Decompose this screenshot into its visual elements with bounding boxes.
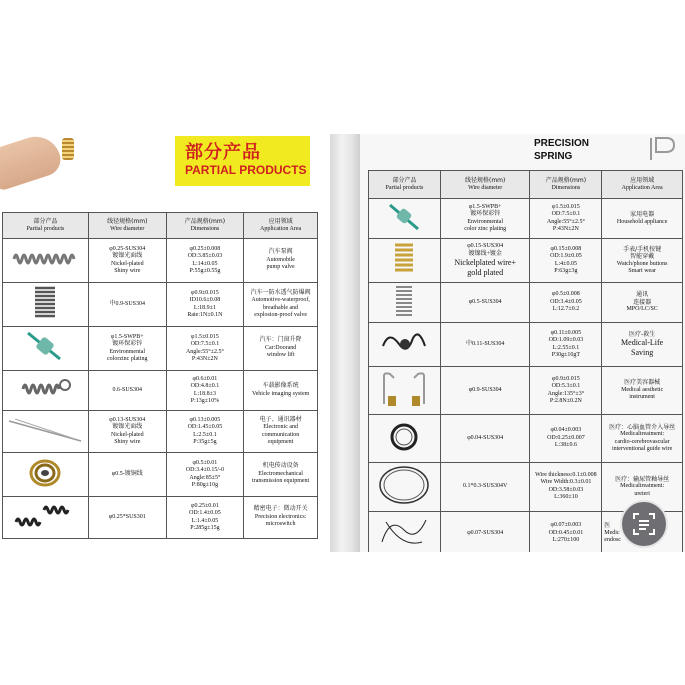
dimensions-cell <box>166 239 244 283</box>
cell-text-line: ID10.6±0.08 <box>189 297 221 303</box>
cell-text-line: φ0.04±0.003 <box>550 427 582 434</box>
cell-text-line: Nickel-plated <box>110 431 144 438</box>
cell-text-line: L:12.7±0.2 <box>552 306 580 313</box>
cell-text-line: 应用领域 <box>630 177 655 184</box>
cell-text-line: Smart wear <box>628 268 656 274</box>
cell-text-line: transmission equipment <box>252 478 310 485</box>
cell-text-line: φ0.04-SUS304 <box>467 434 504 441</box>
cell-text-line: ureteri <box>634 490 650 497</box>
table-row <box>369 367 683 415</box>
cell-text-line: OD:3.4±0.15/-0 <box>185 467 225 473</box>
cell-text-line: P:285g±15g <box>190 525 220 531</box>
product-image <box>369 463 441 512</box>
product-image <box>369 511 441 552</box>
cell-text-line: φ1.5±0.015 <box>552 203 580 210</box>
cell-text-line: φ0.6±0.01 <box>192 375 218 382</box>
cell-text-line: 镀镍光面线 <box>112 424 143 430</box>
cell-text-line: Medic <box>604 529 620 536</box>
dimensions-cell <box>530 239 602 283</box>
header-dimensions <box>166 213 244 239</box>
cell-text-line: Automobile <box>266 256 295 263</box>
product-image <box>3 283 89 327</box>
product-image <box>3 327 89 371</box>
wire-spec-cell <box>440 463 530 512</box>
cell-text-line: φ0.11±0.005 <box>550 329 582 336</box>
cell-text-line: φ1.5-SWPB+ <box>468 203 502 210</box>
cell-text-line: φ1.5-SWPB+ <box>110 333 144 340</box>
cell-text-line: φ0.9±0.015 <box>552 375 580 382</box>
torsion-spring-green-icon <box>20 329 70 365</box>
cell-text-line: Partial products <box>385 184 424 191</box>
cell-text-line: 镀环保彩锌 <box>112 341 143 347</box>
cell-text-line: φ0.5±0.008 <box>552 291 580 298</box>
table-row <box>369 415 683 463</box>
product-image <box>369 283 441 323</box>
dimensions-cell <box>166 411 244 453</box>
cell-text-line: P:43N±2N <box>191 356 218 362</box>
product-image <box>3 239 89 283</box>
cell-text-line: endosc <box>604 537 621 543</box>
cell-text-line: OD:1.4±0.05 <box>189 510 221 516</box>
header-dimensions <box>530 171 602 199</box>
cell-text-line: 家用电器 <box>630 211 655 218</box>
cell-text-line: MPO/LC/SC <box>626 306 658 313</box>
cell-text-line: Electronic and <box>263 424 299 430</box>
straight-wire-icon <box>5 415 85 445</box>
banner-title-en: PARTIAL PRODUCTS <box>185 163 307 177</box>
application-cell <box>602 199 683 239</box>
cell-text-line: 汽车泵阀 <box>268 249 293 256</box>
table-row <box>3 371 318 411</box>
thin-coil-icon <box>384 417 424 457</box>
cell-text-line: Shiny wire <box>114 268 141 274</box>
wire-spec-cell <box>440 367 530 415</box>
cell-text-line: L:2.5±0.1 <box>193 431 217 438</box>
cell-text-line: φ0.13-SUS304 <box>109 416 146 423</box>
cell-text-line: 汽车一防水透气防爆阀 <box>250 289 311 296</box>
product-image <box>369 415 441 463</box>
compression-spring-icon <box>30 285 60 321</box>
double-torsion-spring-icon <box>376 368 432 410</box>
dimensions-cell <box>166 371 244 411</box>
precision-title: PRECISION <box>534 138 590 149</box>
cell-text-line: OD:3.4±0.05 <box>550 298 582 305</box>
cell-text-line: Angle:55°±2.5° <box>185 348 224 355</box>
cell-text-line: OD:1.45±0.05 <box>187 424 223 430</box>
brand-logo-icon <box>648 136 678 162</box>
cell-text-line: 线径规格(mm) <box>465 177 506 184</box>
cell-text-line: L:270±100 <box>552 537 580 543</box>
product-image <box>3 411 89 453</box>
cell-text-line: L:360±10 <box>554 494 578 501</box>
cell-text-line: L:18.8±3 <box>193 390 216 397</box>
application-cell <box>602 415 683 463</box>
table-row <box>369 239 683 283</box>
cell-text-line: P:63g±3g <box>554 268 578 274</box>
header-application <box>602 171 683 199</box>
table-header <box>3 213 318 239</box>
header-products <box>369 171 441 199</box>
wire-spec-cell <box>88 371 166 411</box>
cell-text-line: Rate:1N±0.1N <box>187 312 223 318</box>
right-product-table <box>368 170 683 552</box>
wire-spec-cell <box>440 239 530 283</box>
cell-text-line: colorzinc plating <box>107 356 148 362</box>
cell-text-line: Shiny wire <box>114 439 141 445</box>
cell-text-line: P:35g±5g <box>193 439 217 445</box>
header-application <box>244 213 318 239</box>
cell-text-line: equipment <box>267 439 294 445</box>
table-header <box>369 171 683 199</box>
dimensions-cell <box>530 323 602 367</box>
wire-spec-cell <box>440 199 530 239</box>
cell-text-line: window lift <box>266 352 295 359</box>
hand-photo <box>0 134 65 192</box>
dimensions-cell <box>166 327 244 371</box>
cell-text-line: φ0.13±0.005 <box>189 416 221 423</box>
cell-text-line: Environmental <box>467 218 504 225</box>
dimensions-cell <box>166 497 244 539</box>
cell-text-line: L:38±0.6 <box>554 442 577 449</box>
wire-spec-cell <box>88 411 166 453</box>
cell-text-line: Saving <box>631 348 654 358</box>
product-image <box>3 371 89 411</box>
cell-text-line: explosion-proof valve <box>254 312 308 318</box>
cell-text-line: φ0.9±0.015 <box>191 289 219 296</box>
dimensions-cell <box>530 199 602 239</box>
product-image <box>3 453 89 497</box>
cell-text-line: OD:1.9±0.05 <box>550 253 582 259</box>
application-cell <box>244 497 318 539</box>
cell-text-line: 汽车：门窗升降 <box>259 337 302 344</box>
gold-spring-icon <box>389 241 419 277</box>
application-cell <box>602 367 683 415</box>
cell-text-line: 中0.11-SUS304 <box>466 340 505 347</box>
cell-text-line: P:43N±2N <box>552 226 579 232</box>
cell-text-line: Angle:85±5° <box>189 474 221 481</box>
cell-text-line: Car:Doorand <box>264 344 297 351</box>
application-cell <box>244 283 318 327</box>
cell-text-line: Application Area <box>621 184 663 191</box>
dimensions-cell <box>166 283 244 327</box>
cell-text-line: 产品规格(mm) <box>545 177 587 184</box>
product-image <box>369 323 441 367</box>
header-wire <box>88 213 166 239</box>
cell-text-line: 医疗-救生 <box>629 330 656 338</box>
cell-text-line: φ0.07±0.003 <box>550 522 582 528</box>
cell-text-line: 镀镍光面线 <box>112 253 143 259</box>
table-row <box>3 327 318 371</box>
cell-text-line: Environmental <box>109 348 146 355</box>
cell-text-line: Medicaltreatment: <box>620 483 665 489</box>
cell-text-line: instrument <box>629 394 655 401</box>
cell-text-line: φ0.25-SUS304 <box>109 245 146 252</box>
cell-text-line: 连接器 <box>633 298 652 306</box>
cell-text-line: OD:5.3±0.1 <box>551 383 581 389</box>
cell-text-line: P:13g±10% <box>190 398 220 404</box>
dimensions-cell <box>530 463 602 512</box>
cell-text-line: pump valve <box>266 264 295 271</box>
cell-text-line: 部分产品 <box>392 177 417 184</box>
cell-text-line: 应用领域 <box>268 218 293 225</box>
table-row <box>3 497 318 539</box>
table-row <box>369 323 683 367</box>
spring-title: SPRING <box>534 151 573 162</box>
dimensions-cell <box>530 367 602 415</box>
application-cell <box>244 453 318 497</box>
cell-text-line: φ0.15-SUS304 <box>467 243 504 249</box>
cell-text-line: gold plated <box>467 268 504 277</box>
table-row <box>3 283 318 327</box>
cell-text-line: Medical-Life <box>621 338 664 348</box>
wire-spec-cell <box>88 239 166 283</box>
cell-text-line: φ0.25±0.01 <box>191 502 219 509</box>
cell-text-line: 车载影像系统 <box>262 383 299 389</box>
cell-text-line: 医疗美容器械 <box>624 379 661 387</box>
cell-text-line: OD:0.45±0.01 <box>548 529 584 536</box>
wire-loop-icon <box>374 463 434 507</box>
cell-text-line: Medical aesthetic <box>621 386 664 393</box>
cell-text-line: L:4±0.05 <box>554 260 577 267</box>
cell-text-line: 精密电子：微动开关 <box>253 506 308 513</box>
application-cell <box>244 411 318 453</box>
cell-text-line: L:18.9±1 <box>193 304 216 311</box>
cell-text-line: 镀环保彩锌 <box>470 211 501 217</box>
cell-text-line: Vehicle imaging system <box>251 390 310 397</box>
cell-text-line: 通讯 <box>636 291 649 299</box>
cell-text-line: Electromechanical <box>258 470 303 477</box>
extension-spring-silver-icon <box>10 249 80 269</box>
cell-text-line: OD:1.09±0.03 <box>548 337 584 343</box>
scan-text-icon <box>622 502 666 546</box>
application-cell <box>602 239 683 283</box>
left-page <box>0 134 330 552</box>
cell-text-line: φ1.5±0.015 <box>191 333 219 340</box>
product-image <box>369 367 441 415</box>
application-cell <box>244 239 318 283</box>
dimensions-cell <box>530 415 602 463</box>
cell-text-line: φ0.15±0.008 <box>550 245 582 252</box>
black-extension-springs-icon <box>10 500 80 532</box>
cell-text-line: φ0.25±0.008 <box>189 245 221 252</box>
banner-title-cn: 部分产品 <box>185 142 261 163</box>
wire-spec-cell <box>440 283 530 323</box>
table-row <box>369 283 683 323</box>
cell-text-line: Angle:135°±3° <box>547 390 585 397</box>
cell-text-line: 手表/手机按键 <box>623 245 662 253</box>
dimensions-cell <box>166 453 244 497</box>
cell-text-line: OD:4.8±0.1 <box>190 383 220 389</box>
header-wire <box>440 171 530 199</box>
wire-spec-cell <box>440 323 530 367</box>
cell-text-line: Precision electronics: <box>254 513 307 520</box>
cell-text-line: L:2.55±0.1 <box>552 344 580 351</box>
cell-text-line: 线径规格(mm) <box>107 218 148 225</box>
cell-text-line: Medicaltreatment: <box>620 431 665 437</box>
cell-text-line: 0.6-SUS304 <box>112 386 143 393</box>
cell-text-line: 0.1*0.3-SUS304V <box>463 483 508 489</box>
cell-text-line: Nickel-plated <box>110 260 144 267</box>
table-row <box>3 239 318 283</box>
cell-text-line: Wire diameter <box>468 184 503 191</box>
cell-text-line: 医 <box>604 522 611 529</box>
cell-text-line: 医疗：心脑血管介入导丝 <box>609 423 676 431</box>
cell-text-line: interventional guide wire <box>611 446 673 452</box>
compression-spring-icon <box>391 284 417 318</box>
cell-text-line: Watch/phone buttons <box>616 260 668 267</box>
dimensions-cell <box>530 283 602 323</box>
cell-text-line: Dimensions <box>190 225 220 232</box>
cell-text-line: Wire Width:0.3±0.01 <box>540 479 592 486</box>
cell-text-line: L:14±0.05 <box>192 260 218 267</box>
cell-text-line: 智能穿戴 <box>630 253 655 260</box>
cell-text-line: φ0.5±0.01 <box>192 459 218 466</box>
left-product-table <box>2 212 318 539</box>
cell-text-line: φ0.07-SUS304 <box>467 529 504 536</box>
wire-spec-cell <box>440 415 530 463</box>
product-image <box>369 239 441 283</box>
cell-text-line: OD:3.58±0.03 <box>548 486 584 493</box>
cell-text-line: breathable and <box>263 304 299 311</box>
cell-text-line: communication <box>261 431 300 438</box>
cell-text-line: color zinc plating <box>464 226 507 232</box>
application-cell <box>602 283 683 323</box>
application-cell <box>602 323 683 367</box>
product-image <box>369 199 441 239</box>
catalog-spread <box>0 134 685 552</box>
cell-text-line: cardio-cerebrovascular <box>614 438 670 445</box>
cell-text-line: φ0.9-SUS304 <box>468 386 502 393</box>
product-image <box>3 497 89 539</box>
cell-text-line: Application Area <box>260 225 302 232</box>
cell-text-line: Angle:55°±2.5° <box>546 218 585 225</box>
cell-text-line: φ0.5-镀铜线 <box>111 470 143 477</box>
cell-text-line: 中0.9-SUS304 <box>109 300 146 307</box>
cell-text-line: 机电传动设备 <box>262 463 299 470</box>
extension-spring-hook-icon <box>15 375 75 403</box>
cell-text-line: 部分产品 <box>33 218 58 225</box>
cell-text-line: φ0.25*SUS301 <box>108 513 146 520</box>
wire-spec-cell <box>88 453 166 497</box>
table-row <box>3 453 318 497</box>
application-cell <box>244 371 318 411</box>
cell-text-line: OD:7.5±0.1 <box>190 341 220 347</box>
cell-text-line: 镀镍线+镀金 <box>468 250 502 257</box>
held-spring-icon <box>62 138 74 160</box>
cell-text-line: L:1.4±0.05 <box>191 517 219 524</box>
torsion-spring-green-icon <box>384 201 424 233</box>
brass-spring-icon <box>25 456 65 490</box>
cell-text-line: OD:0.25±0.007 <box>547 434 585 441</box>
header-products <box>3 213 89 239</box>
book-gutter <box>330 134 360 552</box>
black-coil-icon <box>379 326 429 360</box>
dimensions-cell <box>530 511 602 552</box>
cell-text-line: Nickelplated wire+ <box>454 258 516 267</box>
image-scan-button[interactable] <box>620 500 668 548</box>
cell-text-line: 产品规格(mm) <box>184 218 226 225</box>
fine-wire-icon <box>376 512 432 552</box>
wire-spec-cell <box>440 511 530 552</box>
cell-text-line: Dimensions <box>551 184 581 191</box>
cell-text-line: P:55g±0.55g <box>189 268 221 274</box>
table-row <box>369 199 683 239</box>
cell-text-line: 医疗：输尿管釉导丝 <box>615 475 670 483</box>
cell-text-line: Wire thickness:0.1±0.008 <box>535 471 597 478</box>
cell-text-line: φ0.5-SUS304 <box>468 298 502 305</box>
wire-spec-cell <box>88 327 166 371</box>
cell-text-line: P:80g±10g <box>191 482 219 488</box>
cell-text-line: P:2.8N±0.2N <box>549 398 582 404</box>
cell-text-line: Wire diameter <box>110 225 145 232</box>
cell-text-line: 电子、通讯器材 <box>259 416 302 423</box>
cell-text-line: Automotive-waterproof, <box>251 297 310 303</box>
cell-text-line: Partial products <box>26 225 65 232</box>
wire-spec-cell <box>88 497 166 539</box>
wire-spec-cell <box>88 283 166 327</box>
cell-text-line: Household appliance <box>616 218 668 225</box>
cell-text-line: microswitch <box>265 521 296 528</box>
right-page <box>360 134 685 552</box>
application-cell <box>244 327 318 371</box>
partial-products-banner <box>175 136 310 186</box>
table-row <box>3 411 318 453</box>
cell-text-line: P30g±10gT <box>551 352 581 358</box>
cell-text-line: OD:7.5±0.1 <box>551 211 581 217</box>
cell-text-line: OD:3.85±0.03 <box>187 253 223 259</box>
